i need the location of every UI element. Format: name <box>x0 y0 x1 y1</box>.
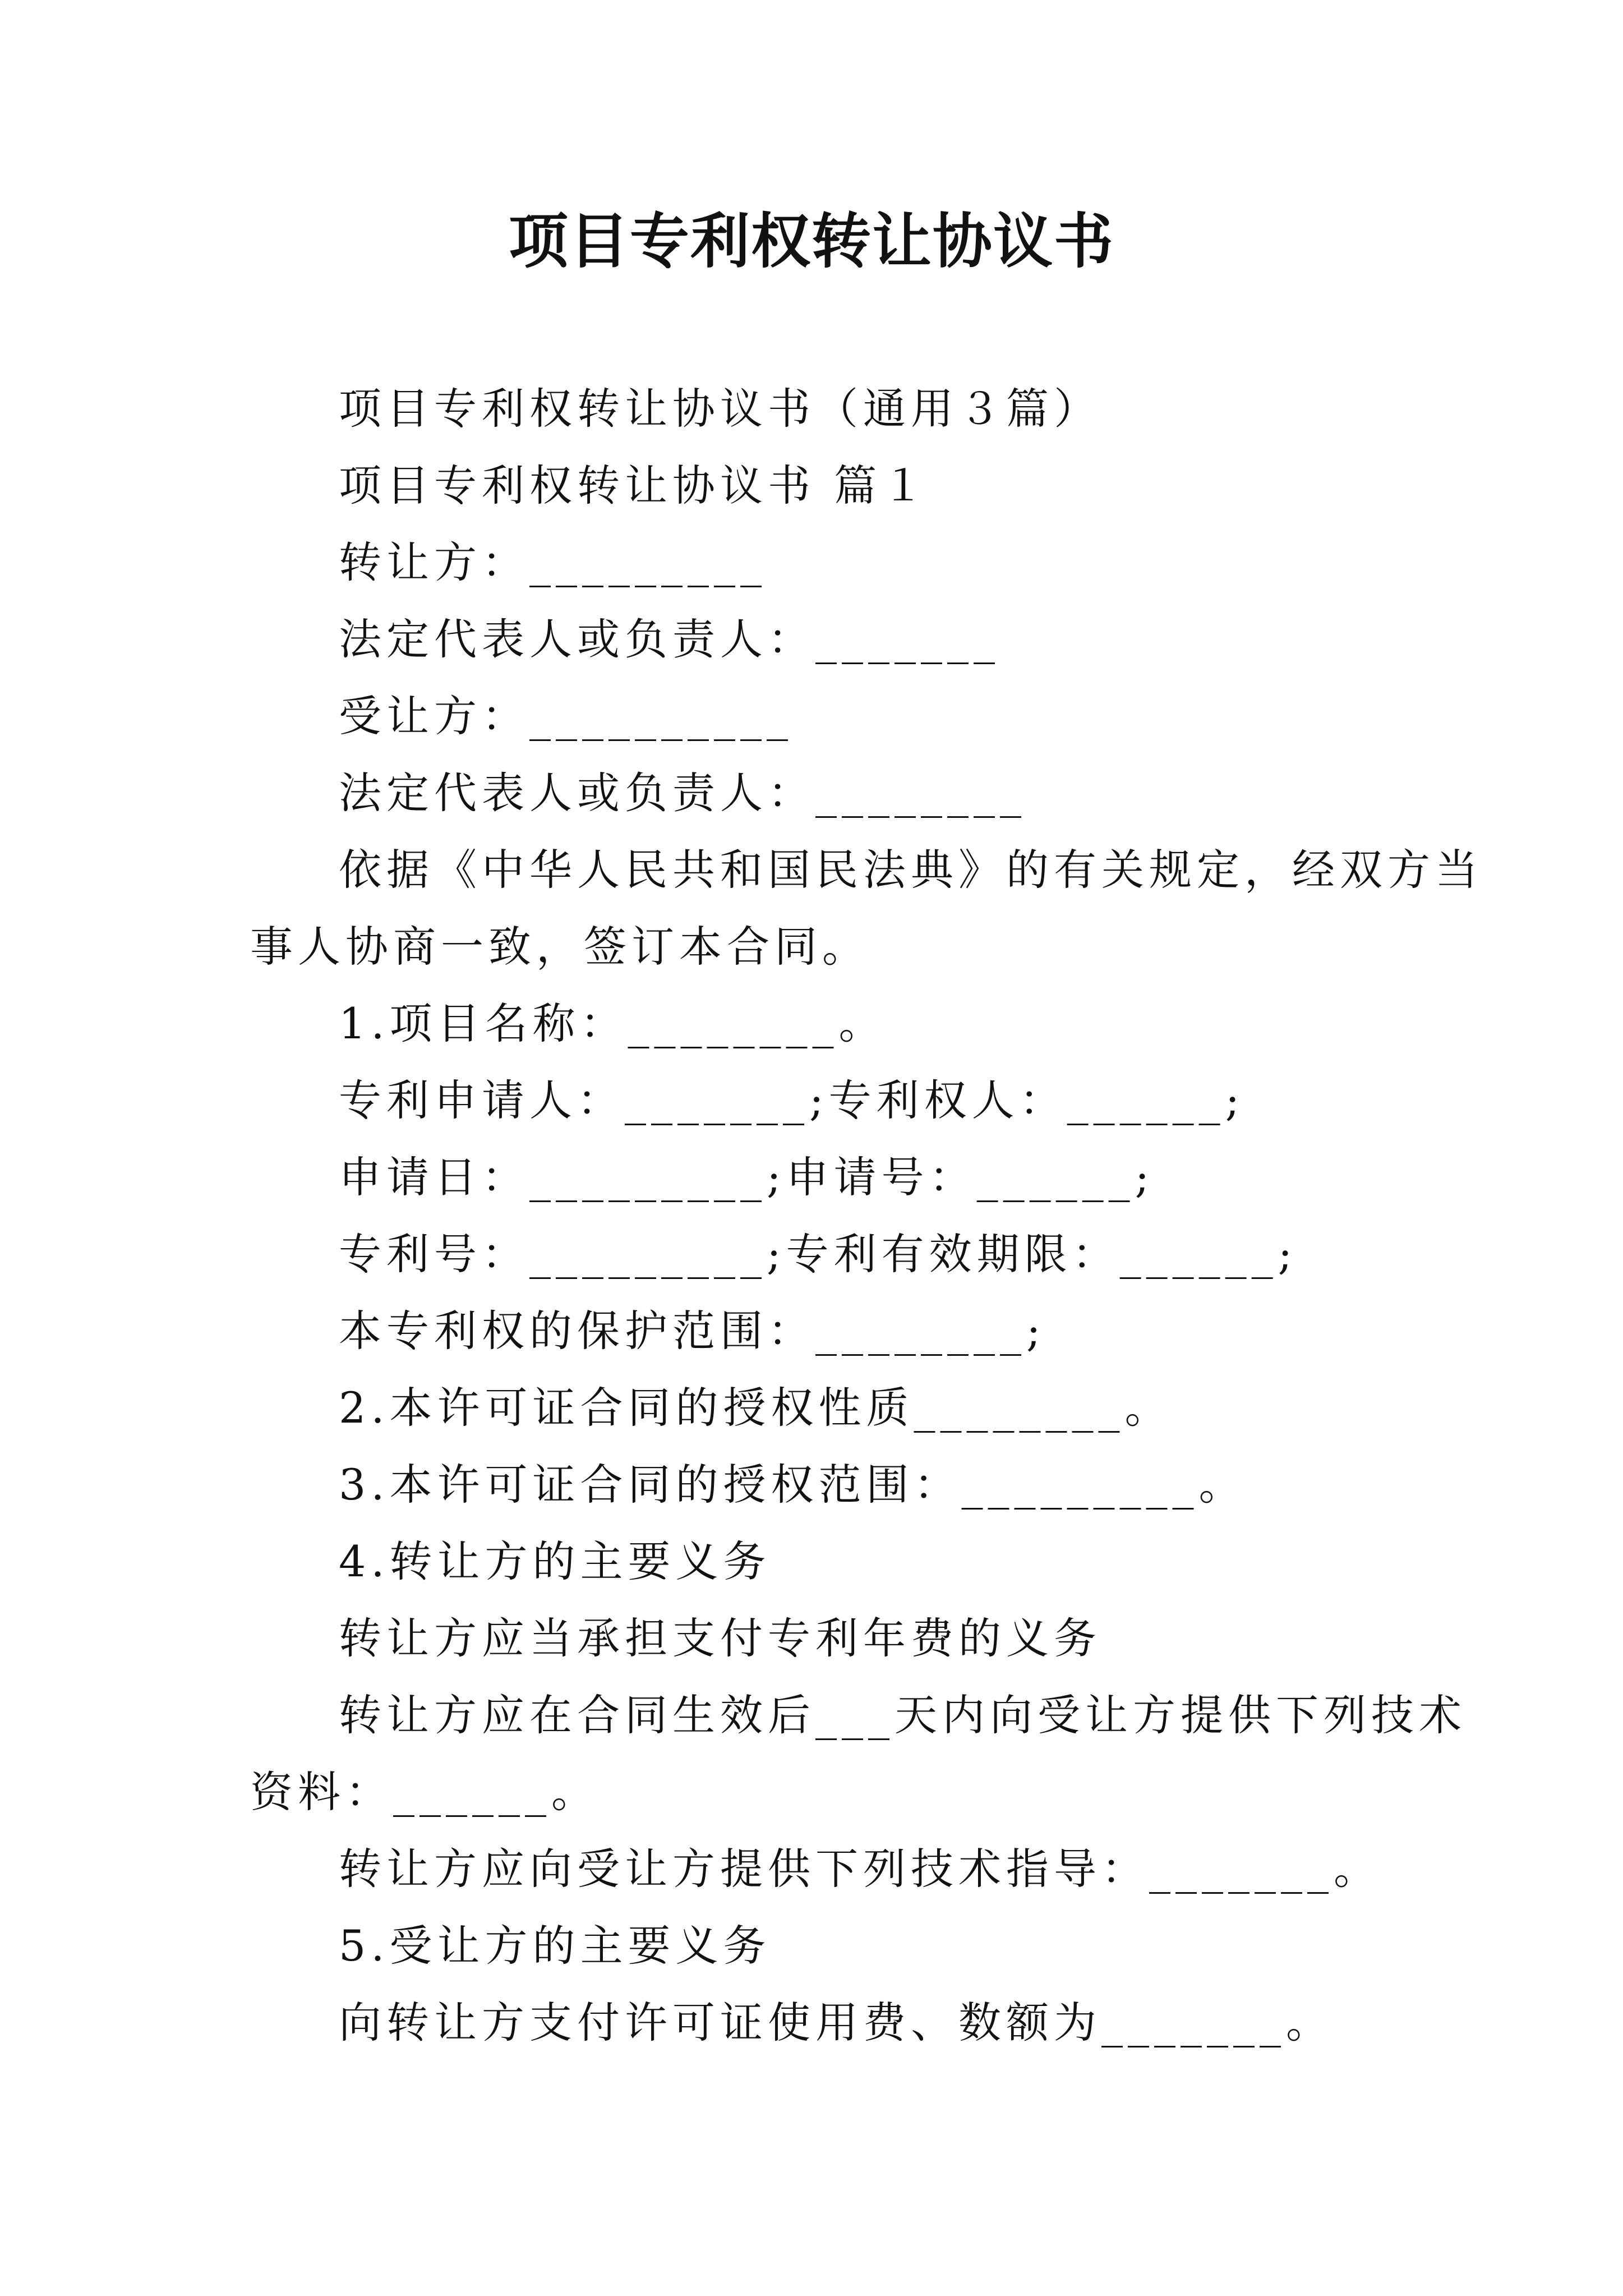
paragraph-line: 5.受让方的主要义务 <box>339 1921 771 1971</box>
paragraph-line: 转让方：_________ <box>339 537 767 587</box>
paragraph-line: 法定代表人或负责人：________ <box>339 768 1026 818</box>
paragraph-line: 专利申请人：_______;专利权人：______; <box>339 1075 1245 1125</box>
paragraph-line: 转让方应当承担支付专利年费的义务 <box>339 1613 1101 1663</box>
paragraph-line: 2.本许可证合同的授权性质________。 <box>339 1383 1173 1433</box>
paragraph-line: 本专利权的保护范围：________; <box>339 1306 1046 1356</box>
paragraph-continuation-line: 事人协商一致，签订本合同。 <box>250 922 870 972</box>
paragraph-line: 转让方应在合同生效后___天内向受让方提供下列技术 <box>339 1690 1467 1740</box>
paragraph-line: 专利号：_________;专利有效期限：______; <box>339 1229 1298 1279</box>
paragraph-line: 向转让方支付许可证使用费、数额为_______。 <box>339 1998 1334 2047</box>
paragraph-line: 转让方应向受让方提供下列技术指导：_______。 <box>339 1844 1381 1894</box>
paragraph-line: 3.本许可证合同的授权范围：_________。 <box>339 1460 1247 1510</box>
paragraph-line: 法定代表人或负责人：_______ <box>339 614 1000 664</box>
paragraph-line: 4.转让方的主要义务 <box>339 1536 771 1586</box>
paragraph-line: 项目专利权转让协议书 篇１ <box>339 461 930 510</box>
paragraph-line: 1.项目名称：________。 <box>339 999 887 1048</box>
paragraph-line: 项目专利权转让协议书（通用３篇） <box>339 384 1101 434</box>
paragraph-line: 受让方：__________ <box>339 691 793 741</box>
document-body <box>250 370 1483 2061</box>
paragraph-continuation-line: 资料：______。 <box>250 1767 599 1817</box>
paragraph-line: 申请日：_________;申请号：______; <box>339 1152 1155 1202</box>
paragraph-line: 依据《中华人民共和国民法典》的有关规定，经双方当 <box>339 845 1483 895</box>
document-title: 项目专利权转让协议书 <box>509 206 1114 276</box>
